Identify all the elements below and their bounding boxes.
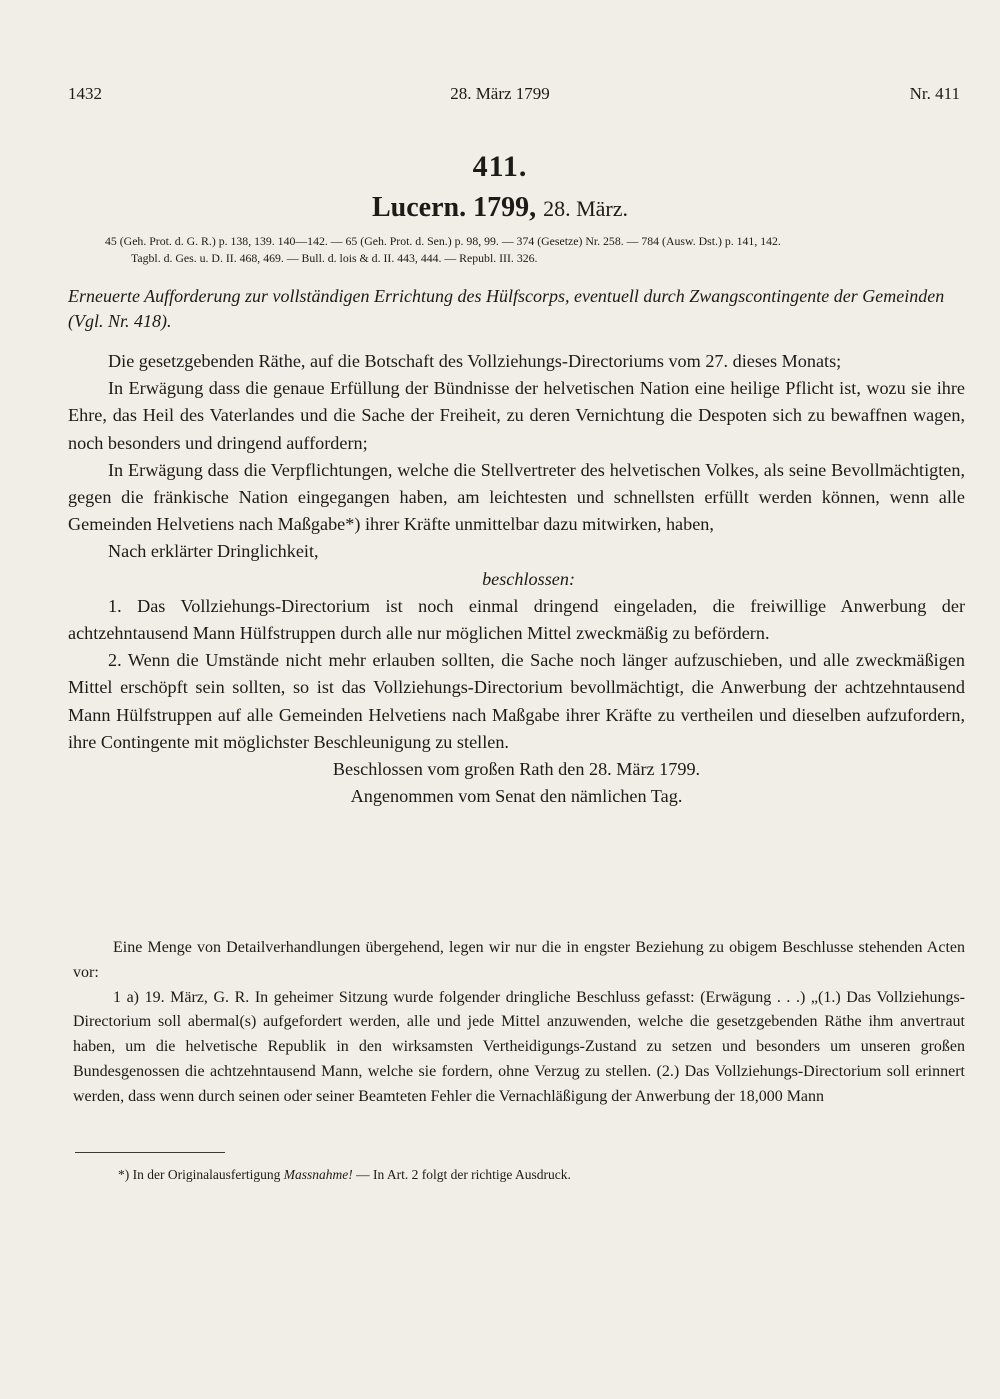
related-acts xyxy=(73,936,965,1110)
footnote-text: *) In der Originalausfertigung xyxy=(118,1167,281,1182)
running-date: 28. März 1799 xyxy=(450,84,550,103)
article-2: 2. Wenn die Umstände nicht mehr erlauben sollten, die Sache noch länger aufzuschieben, und alle zweckmäßigen Mittel erschöpft sein sollten, so ist das Vollziehungs-Directorium bevollmächtigt, die Anwerbung der achtzehntausend Mann Hülfstruppen auf alle Gemeinden Helvetiens nach Maßgabe ihrer Kräfte zu vertheilen und dieselben aufzufordern, ihre Contingente mit möglichster Beschleunigung zu stellen. xyxy=(68,650,965,752)
acceptance-note: Angenommen vom Senat den nämlichen Tag. xyxy=(350,786,683,807)
footnote-text: — In Art. 2 folgt der richtige Ausdruck. xyxy=(356,1167,571,1182)
document-subject: Erneuerte Aufforderung zur vollständigen Errichtung des Hülfscorps, eventuell durch Zwangscontingente der Gemeinden (Vgl. Nr. 418). xyxy=(68,286,945,331)
page-number: 1432 xyxy=(68,84,102,103)
paragraph: In Erwägung dass die Verpflichtungen, welche die Stellvertreter des helvetischen Volkes, als seine Bevollmächtigten, gegen die fränkische Nation eingegangen haben, am leichtesten und schnellsten erfüllt werden können, wenn alle Gemeinden Helvetiens nach Maßgabe*) ihrer Kräfte unmittelbar dazu mitwirken, haben, xyxy=(68,459,965,535)
document-reference: Nr. 411 xyxy=(909,84,960,103)
article-1: 1. Das Vollziehungs-Directorium ist noch einmal dringend eingeladen, die freiwillige Anwerbung der achtzehntausend Mann Hülfstruppen durch alle nur möglichen Mittel zweckmäßig zu befördern. xyxy=(68,595,965,644)
place-date-heading xyxy=(0,192,1000,224)
paragraph: In Erwägung dass die genaue Erfüllung der Bündnisse der helvetischen Nation eine heilige Pflicht ist, wozu sie ihre Ehre, das Heil des Vaterlandes und die Sache der Freiheit, zu deren Vernichtung die Despoten sich zu bewaffnen wagen, noch besonders und dringend auffordern; xyxy=(68,378,965,453)
resolution-verb: beschlossen: xyxy=(482,568,575,589)
date: 28. März. xyxy=(543,196,629,221)
paragraph: Eine Menge von Detailverhandlungen übergehend, legen wir nur die in engster Beziehung zu obigem Beschlusse stehenden Acten vor: xyxy=(73,939,965,981)
paragraph: Nach erklärter Dringlichkeit, xyxy=(108,541,319,562)
place-name: Lucern. xyxy=(371,192,467,223)
footnote-divider xyxy=(75,1152,225,1153)
source-references xyxy=(105,233,955,267)
document-number: 411. xyxy=(472,150,528,183)
footnote-emphasis: Massnahme! xyxy=(283,1167,353,1182)
resolution-text xyxy=(68,348,965,810)
paragraph: Die gesetzgebenden Räthe, auf die Botschaft des Vollziehungs-Directoriums vom 27. dieses Monats; xyxy=(108,351,842,371)
adoption-note: Beschlossen vom großen Rath den 28. März 1799. xyxy=(332,759,701,780)
footnote xyxy=(118,1167,571,1183)
year: 1799, xyxy=(473,192,537,223)
reference-line: 45 (Geh. Prot. d. G. R.) p. 138, 139. 140—142. — 65 (Geh. Prot. d. Sen.) p. 98, 99. — 374 (Gesetze) Nr. 258. — 784 (Ausw. Dst.) p. 141, 142. xyxy=(105,234,781,248)
reference-line: Tagbl. d. Ges. u. D. II. 468, 469. — Bull. d. lois & d. II. 443, 444. — Republ. III. 326. xyxy=(131,251,538,265)
paragraph: 1 a) 19. März, G. R. In geheimer Sitzung wurde folgender dringliche Beschluss gefasst: (Erwägung . . .) „(1.) Das Vollziehungs-Directorium soll abermal(s) aufgefordert werden, alle und jede Mittel anzuwenden, welche die gesetzgebenden Räthe ihm anvertraut haben, um die helvetische Republik in den wirksamsten Vertheidigungs-Zustand zu setzen und besonders um unseren großen Bundesgenossen die achtzehntausend Mann, welche sie fordern, ohne Verzug zu stellen. (2.) Das Vollziehungs-Directorium soll erinnert werden, dass wenn durch seinen oder seiner Beamteten Fehler die Vernachläßigung der Anwerbung der 18,000 Mann xyxy=(73,988,965,1105)
